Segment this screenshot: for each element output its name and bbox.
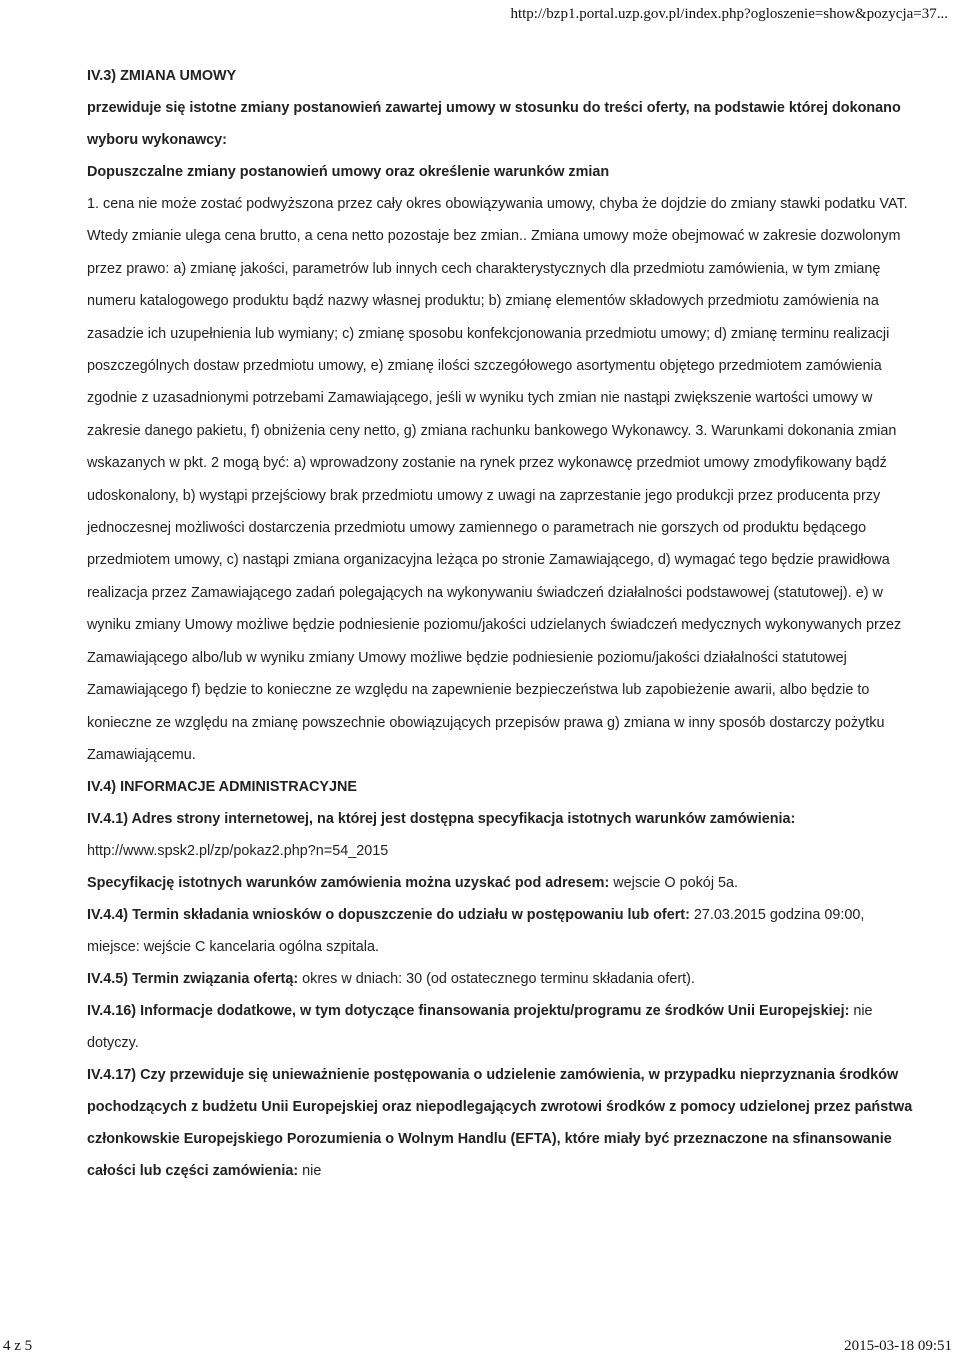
document-content	[87, 60, 917, 1187]
section-iv45-value: okres w dniach: 30 (od ostatecznego terminu składania ofert).	[302, 971, 695, 988]
print-footer-datetime: 2015-03-18 09:51	[844, 1338, 952, 1354]
section-iv44	[87, 899, 917, 963]
section-iv3-subtitle: Dopuszczalne zmiany postanowień umowy oraz określenie warunków zmian	[87, 164, 610, 180]
section-iv3-question: przewiduje się istotne zmiany postanowień zawartej umowy w stosunku do treści oferty, na podstawie której dokonano wyboru wykonawcy:	[87, 100, 901, 148]
section-iv45-label: IV.4.5) Termin związania ofertą:	[87, 971, 299, 988]
section-iv41	[87, 803, 917, 867]
section-iv417	[87, 1059, 917, 1187]
section-iv45	[87, 963, 917, 995]
section-iv416-label: IV.4.16) Informacje dodatkowe, w tym dotyczące finansowania projektu/programu ze środków Unii Europejskiej:	[87, 1003, 850, 1020]
section-siwz-value: wejscie O pokój 5a.	[613, 875, 739, 892]
section-iv416-value: nie dotyczy.	[87, 1003, 873, 1052]
section-iv417-value: nie	[302, 1163, 322, 1180]
section-iv41-label: IV.4.1) Adres strony internetowej, na której jest dostępna specyfikacja istotnych warunków zamówienia:	[87, 811, 796, 828]
section-iv417-label: IV.4.17) Czy przewiduje się unieważnienie postępowania o udzielenie zamówienia, w przypadku nieprzyznania środków pochodzących z budżetu Unii Europejskiej oraz niepodlegających zwrotowi środków z pomocy udzielonej przez państwa członkowskie Europejskiego Porozumienia o Wolnym Handlu (EFTA), które miały być przeznaczone na sfinansowanie całości lub części zamówienia:	[87, 1067, 913, 1180]
section-siwz-label: Specyfikację istotnych warunków zamówienia można uzyskać pod adresem:	[87, 875, 610, 892]
section-iv4-title: IV.4) INFORMACJE ADMINISTRACYJNE	[87, 779, 357, 796]
section-iv44-value: 27.03.2015 godzina 09:00, miejsce: wejście C kancelaria ogólna szpitala.	[87, 907, 865, 956]
section-iv416	[87, 995, 917, 1059]
section-iv3-title: IV.3) ZMIANA UMOWY	[87, 68, 237, 84]
print-header-url: http://bzp1.portal.uzp.gov.pl/index.php?ogloszenie=show&pozycja=37...	[510, 6, 948, 22]
section-iv3-body: 1. cena nie może zostać podwyższona przez cały okres obowiązywania umowy, chyba że dojdzie do zmiany stawki podatku VAT. Wtedy zmianie ulega cena brutto, a cena netto pozostaje bez zmian.. Zmiana umowy może obejmować w zakresie dozwolonym przez prawo: a) zmianę jakości, parametrów lub innych cech charakterystycznych dla przedmiotu zamówienia, w tym zmianę numeru katalogowego produktu bądź nazwy własnej produktu; b) zmianę elementów składowych przedmiotu zamówienia na zasadzie ich uzupełnienia lub wymiany; c) zmianę sposobu konfekcjonowania przedmiotu umowy; d) zmianę terminu realizacji poszczególnych dostaw przedmiotu umowy, e) zmianę ilości szczegółowego asortymentu objętego przedmiotem zamówienia zgodnie z uzasadnionymi potrzebami Zamawiającego, jeśli w wyniku tych zmian nie nastąpi zwiększenie wartości umowy w zakresie danego pakietu, f) obniżenia ceny netto, g) zmiana rachunku bankowego Wykonawcy. 3. Warunkami dokonania zmian wskazanych w pkt. 2 mogą być: a) wprowadzony zostanie na rynek przez wykonawcę przedmiot umowy zmodyfikowany bądź udoskonalony, b) wystąpi przejściowy brak przedmiotu umowy z uwagi na zaprzestanie jego produkcji przez producenta przy jednoczesnej możliwości dostarczenia przedmiotu umowy zamiennego o parametrach nie gorszych od produktu będącego przedmiotem umowy, c) nastąpi zmiana organizacyjna leżąca po stronie Zamawiającego, d) wymagać tego będzie prawidłowa realizacja przez Zamawiającego zadań polegających na wykonywaniu świadczeń działalności podstawowej (statutowej). e) w wyniku zmiany Umowy możliwe będzie podniesienie poziomu/jakości udzielanych świadczeń medycznych wykonywanych przez Zamawiającego albo/lub w wyniku zmiany Umowy możliwe będzie podniesienie poziomu/jakości działalności statutowej Zamawiającego f) będzie to konieczne ze względu na zapewnienie bezpieczeństwa lub zapobieżenie awarii, albo będzie to konieczne ze względu na zmianę powszechnie obowiązujących przepisów prawa g) zmiana w inny sposób dostarczy pożytku Zamawiającemu.	[87, 196, 908, 763]
section-iv41-url[interactable]: http://www.spsk2.pl/zp/pokaz2.php?n=54_2015	[87, 843, 389, 860]
print-footer-page: 4 z 5	[3, 1338, 33, 1354]
section-iv44-label: IV.4.4) Termin składania wniosków o dopuszczenie do udziału w postępowaniu lub ofert:	[87, 907, 690, 924]
section-siwz	[87, 867, 917, 899]
